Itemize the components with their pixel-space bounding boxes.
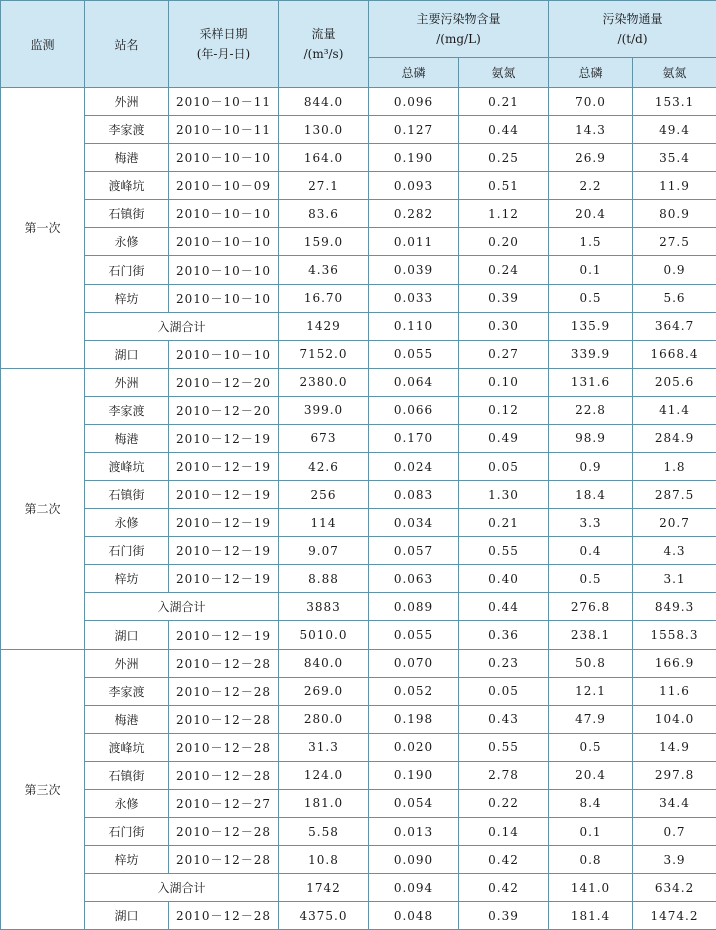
- date-cell: 2010－10－11: [169, 116, 279, 144]
- header-flux-total-phosphorus: 总磷: [549, 58, 633, 88]
- nh-flux-cell: 20.7: [633, 509, 716, 537]
- date-cell: 2010－10－10: [169, 200, 279, 228]
- table-row: [1, 228, 716, 256]
- tp-conc-cell: 0.190: [369, 761, 459, 789]
- header-sample-date: [169, 1, 279, 88]
- nh-conc-cell: 0.22: [459, 789, 549, 817]
- tp-conc-cell: 0.110: [369, 312, 459, 340]
- monitor-group-label: 第一次: [1, 88, 85, 369]
- nh-conc-cell: 2.78: [459, 761, 549, 789]
- flow-cell: 673: [279, 424, 369, 452]
- tp-conc-cell: 0.052: [369, 677, 459, 705]
- nh-conc-cell: 0.14: [459, 818, 549, 846]
- nh-conc-cell: 0.24: [459, 256, 549, 284]
- nh-conc-cell: 0.21: [459, 509, 549, 537]
- nh-flux-cell: 49.4: [633, 116, 716, 144]
- nh-flux-cell: 364.7: [633, 312, 716, 340]
- nh-flux-cell: 634.2: [633, 874, 716, 902]
- nh-flux-cell: 1668.4: [633, 340, 716, 368]
- station-cell: 永修: [85, 789, 169, 817]
- nh-flux-cell: 205.6: [633, 368, 716, 396]
- table-row: [1, 733, 716, 761]
- tp-conc-cell: 0.055: [369, 621, 459, 649]
- station-cell: 外洲: [85, 88, 169, 116]
- monitor-group-label: 第三次: [1, 649, 85, 930]
- nh-conc-cell: 0.21: [459, 88, 549, 116]
- nh-conc-cell: 0.40: [459, 565, 549, 593]
- date-cell: 2010－12－19: [169, 424, 279, 452]
- nh-conc-cell: 0.39: [459, 902, 549, 930]
- date-cell: 2010－12－28: [169, 677, 279, 705]
- lake-outlet-row: [1, 340, 716, 368]
- header-flow-title: 流量: [279, 24, 368, 44]
- station-cell: 永修: [85, 228, 169, 256]
- nh-conc-cell: 0.25: [459, 144, 549, 172]
- flow-cell: 27.1: [279, 172, 369, 200]
- tp-flux-cell: 0.4: [549, 537, 633, 565]
- tp-conc-cell: 0.033: [369, 284, 459, 312]
- flow-cell: 256: [279, 481, 369, 509]
- header-flux-ammonia-nitrogen: 氨氮: [633, 58, 716, 88]
- station-cell: 石门街: [85, 818, 169, 846]
- tp-conc-cell: 0.054: [369, 789, 459, 817]
- total-row: [1, 874, 716, 902]
- tp-conc-cell: 0.048: [369, 902, 459, 930]
- header-monitor: 监测: [1, 1, 85, 88]
- nh-flux-cell: 849.3: [633, 593, 716, 621]
- station-cell: 李家渡: [85, 396, 169, 424]
- flow-cell: 159.0: [279, 228, 369, 256]
- flow-cell: 10.8: [279, 846, 369, 874]
- header-conc-ammonia-nitrogen: 氨氮: [459, 58, 549, 88]
- tp-flux-cell: 238.1: [549, 621, 633, 649]
- tp-conc-cell: 0.096: [369, 88, 459, 116]
- tp-conc-cell: 0.039: [369, 256, 459, 284]
- tp-conc-cell: 0.190: [369, 144, 459, 172]
- table-row: [1, 705, 716, 733]
- table-row: [1, 424, 716, 452]
- tp-flux-cell: 26.9: [549, 144, 633, 172]
- date-cell: 2010－12－19: [169, 509, 279, 537]
- station-cell: 湖口: [85, 621, 169, 649]
- station-cell: 石镇街: [85, 481, 169, 509]
- tp-conc-cell: 0.034: [369, 509, 459, 537]
- date-cell: 2010－12－19: [169, 453, 279, 481]
- table-row: [1, 144, 716, 172]
- flow-cell: 5010.0: [279, 621, 369, 649]
- nh-conc-cell: 0.55: [459, 733, 549, 761]
- nh-flux-cell: 80.9: [633, 200, 716, 228]
- station-cell: 梓坊: [85, 565, 169, 593]
- tp-conc-cell: 0.063: [369, 565, 459, 593]
- flow-cell: 280.0: [279, 705, 369, 733]
- table-row: [1, 789, 716, 817]
- total-label: 入湖合计: [85, 593, 279, 621]
- tp-conc-cell: 0.170: [369, 424, 459, 452]
- flow-cell: 83.6: [279, 200, 369, 228]
- date-cell: 2010－12－28: [169, 846, 279, 874]
- tp-flux-cell: 0.9: [549, 453, 633, 481]
- tp-conc-cell: 0.057: [369, 537, 459, 565]
- station-cell: 梅港: [85, 424, 169, 452]
- table-row: [1, 200, 716, 228]
- table-row: [1, 368, 716, 396]
- table-row: [1, 396, 716, 424]
- station-cell: 石门街: [85, 537, 169, 565]
- nh-conc-cell: 0.44: [459, 593, 549, 621]
- tp-conc-cell: 0.089: [369, 593, 459, 621]
- header-sample-date-format: (年-月-日): [169, 44, 278, 64]
- date-cell: 2010－12－19: [169, 565, 279, 593]
- flow-cell: 1429: [279, 312, 369, 340]
- tp-flux-cell: 0.5: [549, 733, 633, 761]
- nh-conc-cell: 0.27: [459, 340, 549, 368]
- total-label: 入湖合计: [85, 874, 279, 902]
- total-row: [1, 312, 716, 340]
- table-body: [1, 88, 716, 930]
- nh-conc-cell: 0.43: [459, 705, 549, 733]
- table-row: [1, 537, 716, 565]
- nh-flux-cell: 35.4: [633, 144, 716, 172]
- nh-flux-cell: 104.0: [633, 705, 716, 733]
- tp-flux-cell: 1.5: [549, 228, 633, 256]
- flow-cell: 3883: [279, 593, 369, 621]
- header-flux-unit: /(t/d): [549, 29, 716, 49]
- nh-conc-cell: 0.05: [459, 453, 549, 481]
- tp-conc-cell: 0.064: [369, 368, 459, 396]
- flow-cell: 42.6: [279, 453, 369, 481]
- date-cell: 2010－12－27: [169, 789, 279, 817]
- nh-flux-cell: 3.9: [633, 846, 716, 874]
- header-concentration-unit: /(mg/L): [369, 29, 548, 49]
- flow-cell: 2380.0: [279, 368, 369, 396]
- tp-flux-cell: 0.1: [549, 818, 633, 846]
- flow-cell: 7152.0: [279, 340, 369, 368]
- tp-flux-cell: 181.4: [549, 902, 633, 930]
- station-cell: 石镇街: [85, 200, 169, 228]
- nh-flux-cell: 14.9: [633, 733, 716, 761]
- nh-flux-cell: 287.5: [633, 481, 716, 509]
- tp-flux-cell: 22.8: [549, 396, 633, 424]
- station-cell: 渡峰坑: [85, 733, 169, 761]
- flow-cell: 31.3: [279, 733, 369, 761]
- header-sample-date-title: 采样日期: [169, 24, 278, 44]
- nh-conc-cell: 0.10: [459, 368, 549, 396]
- monitor-group-label: 第二次: [1, 368, 85, 649]
- tp-flux-cell: 50.8: [549, 649, 633, 677]
- header-concentration-title: 主要污染物含量: [369, 9, 548, 29]
- table-row: [1, 818, 716, 846]
- flow-cell: 9.07: [279, 537, 369, 565]
- tp-conc-cell: 0.083: [369, 481, 459, 509]
- tp-flux-cell: 0.5: [549, 284, 633, 312]
- nh-flux-cell: 0.9: [633, 256, 716, 284]
- nh-conc-cell: 0.12: [459, 396, 549, 424]
- date-cell: 2010－12－19: [169, 621, 279, 649]
- nh-conc-cell: 0.55: [459, 537, 549, 565]
- lake-outlet-row: [1, 621, 716, 649]
- station-cell: 湖口: [85, 340, 169, 368]
- nh-flux-cell: 27.5: [633, 228, 716, 256]
- nh-flux-cell: 0.7: [633, 818, 716, 846]
- date-cell: 2010－12－20: [169, 368, 279, 396]
- flow-cell: 4375.0: [279, 902, 369, 930]
- tp-flux-cell: 0.5: [549, 565, 633, 593]
- date-cell: 2010－10－10: [169, 284, 279, 312]
- tp-conc-cell: 0.055: [369, 340, 459, 368]
- nh-conc-cell: 0.49: [459, 424, 549, 452]
- tp-flux-cell: 98.9: [549, 424, 633, 452]
- tp-conc-cell: 0.094: [369, 874, 459, 902]
- tp-flux-cell: 131.6: [549, 368, 633, 396]
- tp-flux-cell: 135.9: [549, 312, 633, 340]
- tp-flux-cell: 20.4: [549, 761, 633, 789]
- flow-cell: 1742: [279, 874, 369, 902]
- nh-conc-cell: 0.20: [459, 228, 549, 256]
- header-flux-title: 污染物通量: [549, 9, 716, 29]
- date-cell: 2010－12－28: [169, 761, 279, 789]
- nh-flux-cell: 3.1: [633, 565, 716, 593]
- tp-flux-cell: 0.1: [549, 256, 633, 284]
- tp-conc-cell: 0.066: [369, 396, 459, 424]
- nh-flux-cell: 41.4: [633, 396, 716, 424]
- tp-conc-cell: 0.198: [369, 705, 459, 733]
- table-row: [1, 88, 716, 116]
- nh-flux-cell: 34.4: [633, 789, 716, 817]
- tp-conc-cell: 0.093: [369, 172, 459, 200]
- tp-conc-cell: 0.011: [369, 228, 459, 256]
- header-flux: [549, 1, 716, 58]
- station-cell: 湖口: [85, 902, 169, 930]
- total-label: 入湖合计: [85, 312, 279, 340]
- header-flow: [279, 1, 369, 88]
- tp-flux-cell: 70.0: [549, 88, 633, 116]
- date-cell: 2010－10－09: [169, 172, 279, 200]
- header-concentration: [369, 1, 549, 58]
- header-flow-unit: /(m³/s): [279, 44, 368, 64]
- lake-outlet-row: [1, 902, 716, 930]
- date-cell: 2010－12－28: [169, 705, 279, 733]
- table-row: [1, 172, 716, 200]
- flow-cell: 840.0: [279, 649, 369, 677]
- flow-cell: 399.0: [279, 396, 369, 424]
- nh-flux-cell: 11.9: [633, 172, 716, 200]
- date-cell: 2010－10－11: [169, 88, 279, 116]
- flow-cell: 844.0: [279, 88, 369, 116]
- tp-flux-cell: 141.0: [549, 874, 633, 902]
- nh-flux-cell: 284.9: [633, 424, 716, 452]
- station-cell: 梅港: [85, 144, 169, 172]
- tp-conc-cell: 0.127: [369, 116, 459, 144]
- nh-conc-cell: 0.42: [459, 846, 549, 874]
- flow-cell: 269.0: [279, 677, 369, 705]
- table-row: [1, 846, 716, 874]
- station-cell: 渡峰坑: [85, 172, 169, 200]
- station-cell: 外洲: [85, 649, 169, 677]
- nh-conc-cell: 1.12: [459, 200, 549, 228]
- table-row: [1, 565, 716, 593]
- tp-flux-cell: 3.3: [549, 509, 633, 537]
- nh-flux-cell: 5.6: [633, 284, 716, 312]
- table-row: [1, 761, 716, 789]
- tp-conc-cell: 0.020: [369, 733, 459, 761]
- tp-flux-cell: 276.8: [549, 593, 633, 621]
- nh-conc-cell: 0.44: [459, 116, 549, 144]
- date-cell: 2010－12－28: [169, 818, 279, 846]
- tp-conc-cell: 0.282: [369, 200, 459, 228]
- station-cell: 李家渡: [85, 677, 169, 705]
- nh-conc-cell: 1.30: [459, 481, 549, 509]
- tp-flux-cell: 2.2: [549, 172, 633, 200]
- tp-flux-cell: 339.9: [549, 340, 633, 368]
- tp-conc-cell: 0.070: [369, 649, 459, 677]
- table-row: [1, 481, 716, 509]
- table-row: [1, 284, 716, 312]
- header-station: 站名: [85, 1, 169, 88]
- table-row: [1, 649, 716, 677]
- tp-conc-cell: 0.090: [369, 846, 459, 874]
- flow-cell: 4.36: [279, 256, 369, 284]
- tp-conc-cell: 0.013: [369, 818, 459, 846]
- nh-conc-cell: 0.05: [459, 677, 549, 705]
- flow-cell: 5.58: [279, 818, 369, 846]
- tp-flux-cell: 0.8: [549, 846, 633, 874]
- total-row: [1, 593, 716, 621]
- station-cell: 石门街: [85, 256, 169, 284]
- date-cell: 2010－12－20: [169, 396, 279, 424]
- header-conc-total-phosphorus: 总磷: [369, 58, 459, 88]
- station-cell: 永修: [85, 509, 169, 537]
- nh-flux-cell: 1558.3: [633, 621, 716, 649]
- nh-conc-cell: 0.51: [459, 172, 549, 200]
- date-cell: 2010－12－28: [169, 733, 279, 761]
- nh-conc-cell: 0.23: [459, 649, 549, 677]
- date-cell: 2010－10－10: [169, 340, 279, 368]
- nh-flux-cell: 11.6: [633, 677, 716, 705]
- tp-flux-cell: 8.4: [549, 789, 633, 817]
- flow-cell: 8.88: [279, 565, 369, 593]
- date-cell: 2010－12－19: [169, 537, 279, 565]
- nh-flux-cell: 297.8: [633, 761, 716, 789]
- nh-conc-cell: 0.42: [459, 874, 549, 902]
- tp-conc-cell: 0.024: [369, 453, 459, 481]
- date-cell: 2010－10－10: [169, 144, 279, 172]
- tp-flux-cell: 18.4: [549, 481, 633, 509]
- tp-flux-cell: 12.1: [549, 677, 633, 705]
- flow-cell: 181.0: [279, 789, 369, 817]
- station-cell: 石镇街: [85, 761, 169, 789]
- date-cell: 2010－12－28: [169, 902, 279, 930]
- flow-cell: 16.70: [279, 284, 369, 312]
- date-cell: 2010－12－19: [169, 481, 279, 509]
- nh-conc-cell: 0.39: [459, 284, 549, 312]
- nh-flux-cell: 153.1: [633, 88, 716, 116]
- table-header: [1, 1, 716, 88]
- date-cell: 2010－10－10: [169, 256, 279, 284]
- station-cell: 渡峰坑: [85, 453, 169, 481]
- nh-flux-cell: 4.3: [633, 537, 716, 565]
- date-cell: 2010－12－28: [169, 649, 279, 677]
- tp-flux-cell: 20.4: [549, 200, 633, 228]
- tp-flux-cell: 47.9: [549, 705, 633, 733]
- nh-conc-cell: 0.30: [459, 312, 549, 340]
- flow-cell: 114: [279, 509, 369, 537]
- station-cell: 梅港: [85, 705, 169, 733]
- station-cell: 外洲: [85, 368, 169, 396]
- nh-flux-cell: 1474.2: [633, 902, 716, 930]
- table-row: [1, 677, 716, 705]
- station-cell: 梓坊: [85, 284, 169, 312]
- date-cell: 2010－10－10: [169, 228, 279, 256]
- flow-cell: 130.0: [279, 116, 369, 144]
- station-cell: 李家渡: [85, 116, 169, 144]
- flow-cell: 124.0: [279, 761, 369, 789]
- table-row: [1, 256, 716, 284]
- nh-flux-cell: 1.8: [633, 453, 716, 481]
- nh-conc-cell: 0.36: [459, 621, 549, 649]
- table-row: [1, 509, 716, 537]
- tp-flux-cell: 14.3: [549, 116, 633, 144]
- station-cell: 梓坊: [85, 846, 169, 874]
- nh-flux-cell: 166.9: [633, 649, 716, 677]
- table-row: [1, 116, 716, 144]
- flow-cell: 164.0: [279, 144, 369, 172]
- table-row: [1, 453, 716, 481]
